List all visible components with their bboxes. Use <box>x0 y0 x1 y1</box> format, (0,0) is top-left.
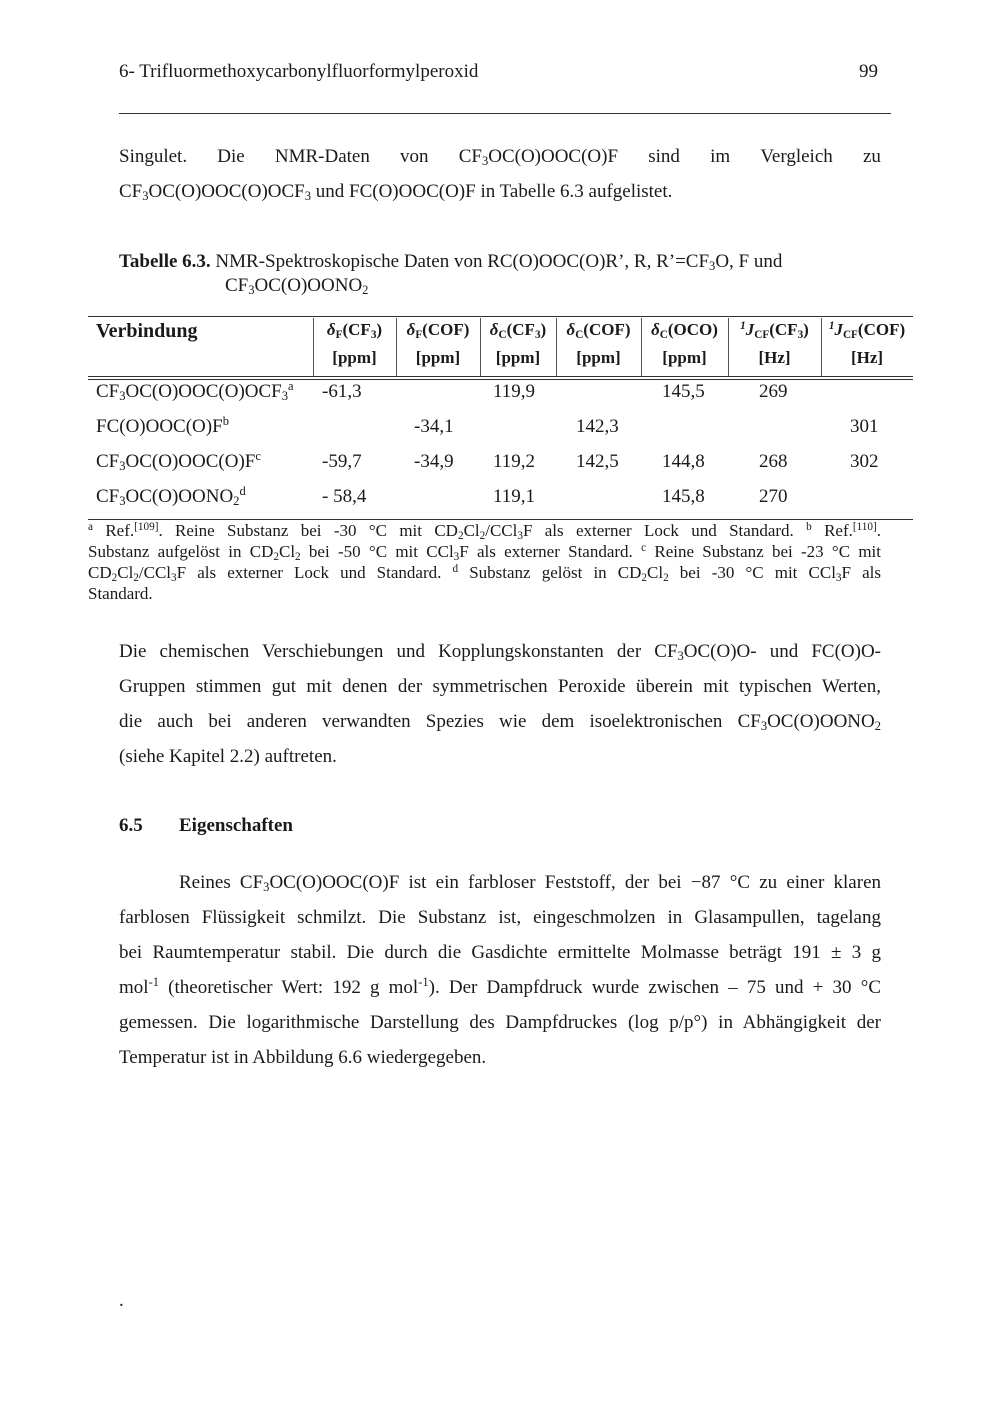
running-title: 6- Trifluormethoxycarbonylfluorformylperoxid <box>119 61 479 82</box>
table-header-col-3: $\delta_C(CF_3)$ [ppm] <box>489 320 547 367</box>
value-cell-dF_COF: -34,9 <box>414 451 454 472</box>
table-col-separator <box>641 318 642 376</box>
value-cell-J_COF: 302 <box>850 451 879 472</box>
footer-mark: . <box>119 1290 124 1311</box>
properties-line-5: gemessen. Die logarithmische Darstellung des Dampfdruckes (log p/p°) in Abhängigkeit der <box>119 1012 881 1033</box>
properties-line-2: farblosen Flüssigkeit schmilzt. Die Substanz ist, eingeschmolzen in Glasampullen, tagelang <box>119 907 881 928</box>
table-col-separator <box>821 318 822 376</box>
section-number: 6.5 <box>119 815 143 836</box>
value-cell-dC_CF3: 119,2 <box>493 451 536 472</box>
compound-cell: $FC(O)OOC(O)F^b$ <box>96 414 229 437</box>
table-header-rule-1 <box>88 376 913 377</box>
value-cell-J_CF3: 268 <box>759 451 788 472</box>
properties-paragraph <box>119 865 881 1075</box>
table-header-col-7: $^1J_{CF}(COF)$ [Hz] <box>828 319 906 367</box>
discussion-line-1: Die chemischen Verschiebungen und Kopplungskonstanten der $CF_3OC(O)O-$ und FC(O)O- <box>119 641 881 664</box>
value-cell-dC_CF3: 119,9 <box>493 381 536 402</box>
table-caption-label: Tabelle 6.3. <box>119 251 211 272</box>
table-header-col-6: $^1J_{CF}(CF_3)$ [Hz] <box>740 319 809 367</box>
table-header <box>88 316 913 378</box>
table-header-col-2: $\delta_F(COF)$ [ppm] <box>406 320 470 367</box>
table-caption-text-2: $CF_3OC(O)OONO_2$ <box>225 275 369 298</box>
value-cell-dF_CF3: - 58,4 <box>322 486 367 507</box>
table-col-separator <box>396 318 397 376</box>
table-header-col-5: $\delta_C(OCO)$ [ppm] <box>651 320 718 367</box>
section-title: Eigenschaften <box>179 815 293 836</box>
discussion-line-2: Gruppen stimmen gut mit denen der symmetrischen Peroxide überein mit typischen Werten, <box>119 676 881 697</box>
intro-paragraph <box>119 139 881 209</box>
table-col-separator <box>313 318 314 376</box>
footnote-line-1: $^a$ Ref.[109]. Reine Substanz bei -30 °C mit $CD_2Cl_2/CCl_3F$ als externer Lock und Standard. $^b$ Ref.[110]. <box>88 520 882 542</box>
properties-line-3: bei Raumtemperatur stabil. Die durch die Gasdichte ermittelte Molmasse beträgt 191 ± 3 g <box>119 942 881 963</box>
footnote-line-3: $CD_2Cl_2/CCl_3F$ als externer Lock und Standard. $^d$ Substanz gelöst in $CD_2Cl_2$ bei -30 °C mit CCl$_3$F als <box>88 562 881 584</box>
table-header-col-1: $\delta_F(CF_3)$ [ppm] <box>326 320 383 367</box>
header-rule <box>119 113 891 114</box>
compound-cell: $CF_3OC(O)OOC(O)F^c$ <box>96 449 261 474</box>
properties-line-4: mol$^{-1}$ (theoretischer Wert: 192 g mol$^{-1}$). Der Dampfdruck wurde zwischen – 75 und + 30 °C <box>119 975 881 998</box>
discussion-paragraph <box>119 634 881 774</box>
table-footnotes <box>88 520 881 604</box>
value-cell-dC_OCO: 145,8 <box>662 486 705 507</box>
value-cell-dC_COF: 142,5 <box>576 451 619 472</box>
value-cell-dC_COF: 142,3 <box>576 416 619 437</box>
table-row <box>88 379 913 414</box>
value-cell-J_COF: 301 <box>850 416 879 437</box>
footnote-line-4: Standard. <box>88 584 153 603</box>
compound-cell: $CF_3OC(O)OOC(O)OCF_3^a$ <box>96 379 294 404</box>
properties-line-6: Temperatur ist in Abbildung 6.6 wiedergegeben. <box>119 1047 487 1068</box>
table-header-col-0: Verbindung <box>96 320 198 342</box>
table-row <box>88 449 913 484</box>
table-caption-text-1: NMR-Spektroskopische Daten von RC(O)OOC(O)R’, R, $R’=CF_3O$, F und <box>215 251 783 274</box>
value-cell-J_CF3: 270 <box>759 486 788 507</box>
table-col-separator <box>728 318 729 376</box>
table-header-col-4: $\delta_C(COF)$ [ppm] <box>566 320 631 367</box>
value-cell-dC_OCO: 145,5 <box>662 381 705 402</box>
table-row <box>88 484 913 519</box>
intro-line-2: $CF_3OC(O)OOC(O)OCF_3$ und FC(O)OOC(O)F in Tabelle 6.3 aufgelistet. <box>119 181 673 204</box>
compound-cell: $CF_3OC(O)OONO_2^d$ <box>96 484 246 509</box>
intro-line-1: Singulet. Die NMR-Daten von $CF_3OC(O)OOC(O)F$ sind im Vergleich zu <box>119 146 881 169</box>
discussion-line-3: die auch bei anderen verwandten Spezies wie dem isoelektronischen $CF_3OC(O)OONO_2$ <box>119 711 881 734</box>
table-caption <box>119 250 899 298</box>
table-row <box>88 414 913 449</box>
value-cell-dC_CF3: 119,1 <box>493 486 536 507</box>
value-cell-dF_COF: -34,1 <box>414 416 454 437</box>
value-cell-dF_CF3: -61,3 <box>322 381 362 402</box>
table-col-separator <box>556 318 557 376</box>
footnote-line-2: Substanz aufgelöst in $CD_2Cl_2$ bei -50 °C mit CCl$_3$F als externer Standard. $^c$ Reine Substanz bei -23 °C mit <box>88 541 882 563</box>
value-cell-J_CF3: 269 <box>759 381 788 402</box>
discussion-line-4: (siehe Kapitel 2.2) auftreten. <box>119 746 337 767</box>
value-cell-dF_CF3: -59,7 <box>322 451 362 472</box>
table-col-separator <box>480 318 481 376</box>
value-cell-dC_OCO: 144,8 <box>662 451 705 472</box>
page-number: 99 <box>859 61 878 82</box>
properties-line-1: Reines $CF_3OC(O)OOC(O)F$ ist ein farbloser Feststoff, der bei −87 °C zu einer klaren <box>179 872 881 895</box>
